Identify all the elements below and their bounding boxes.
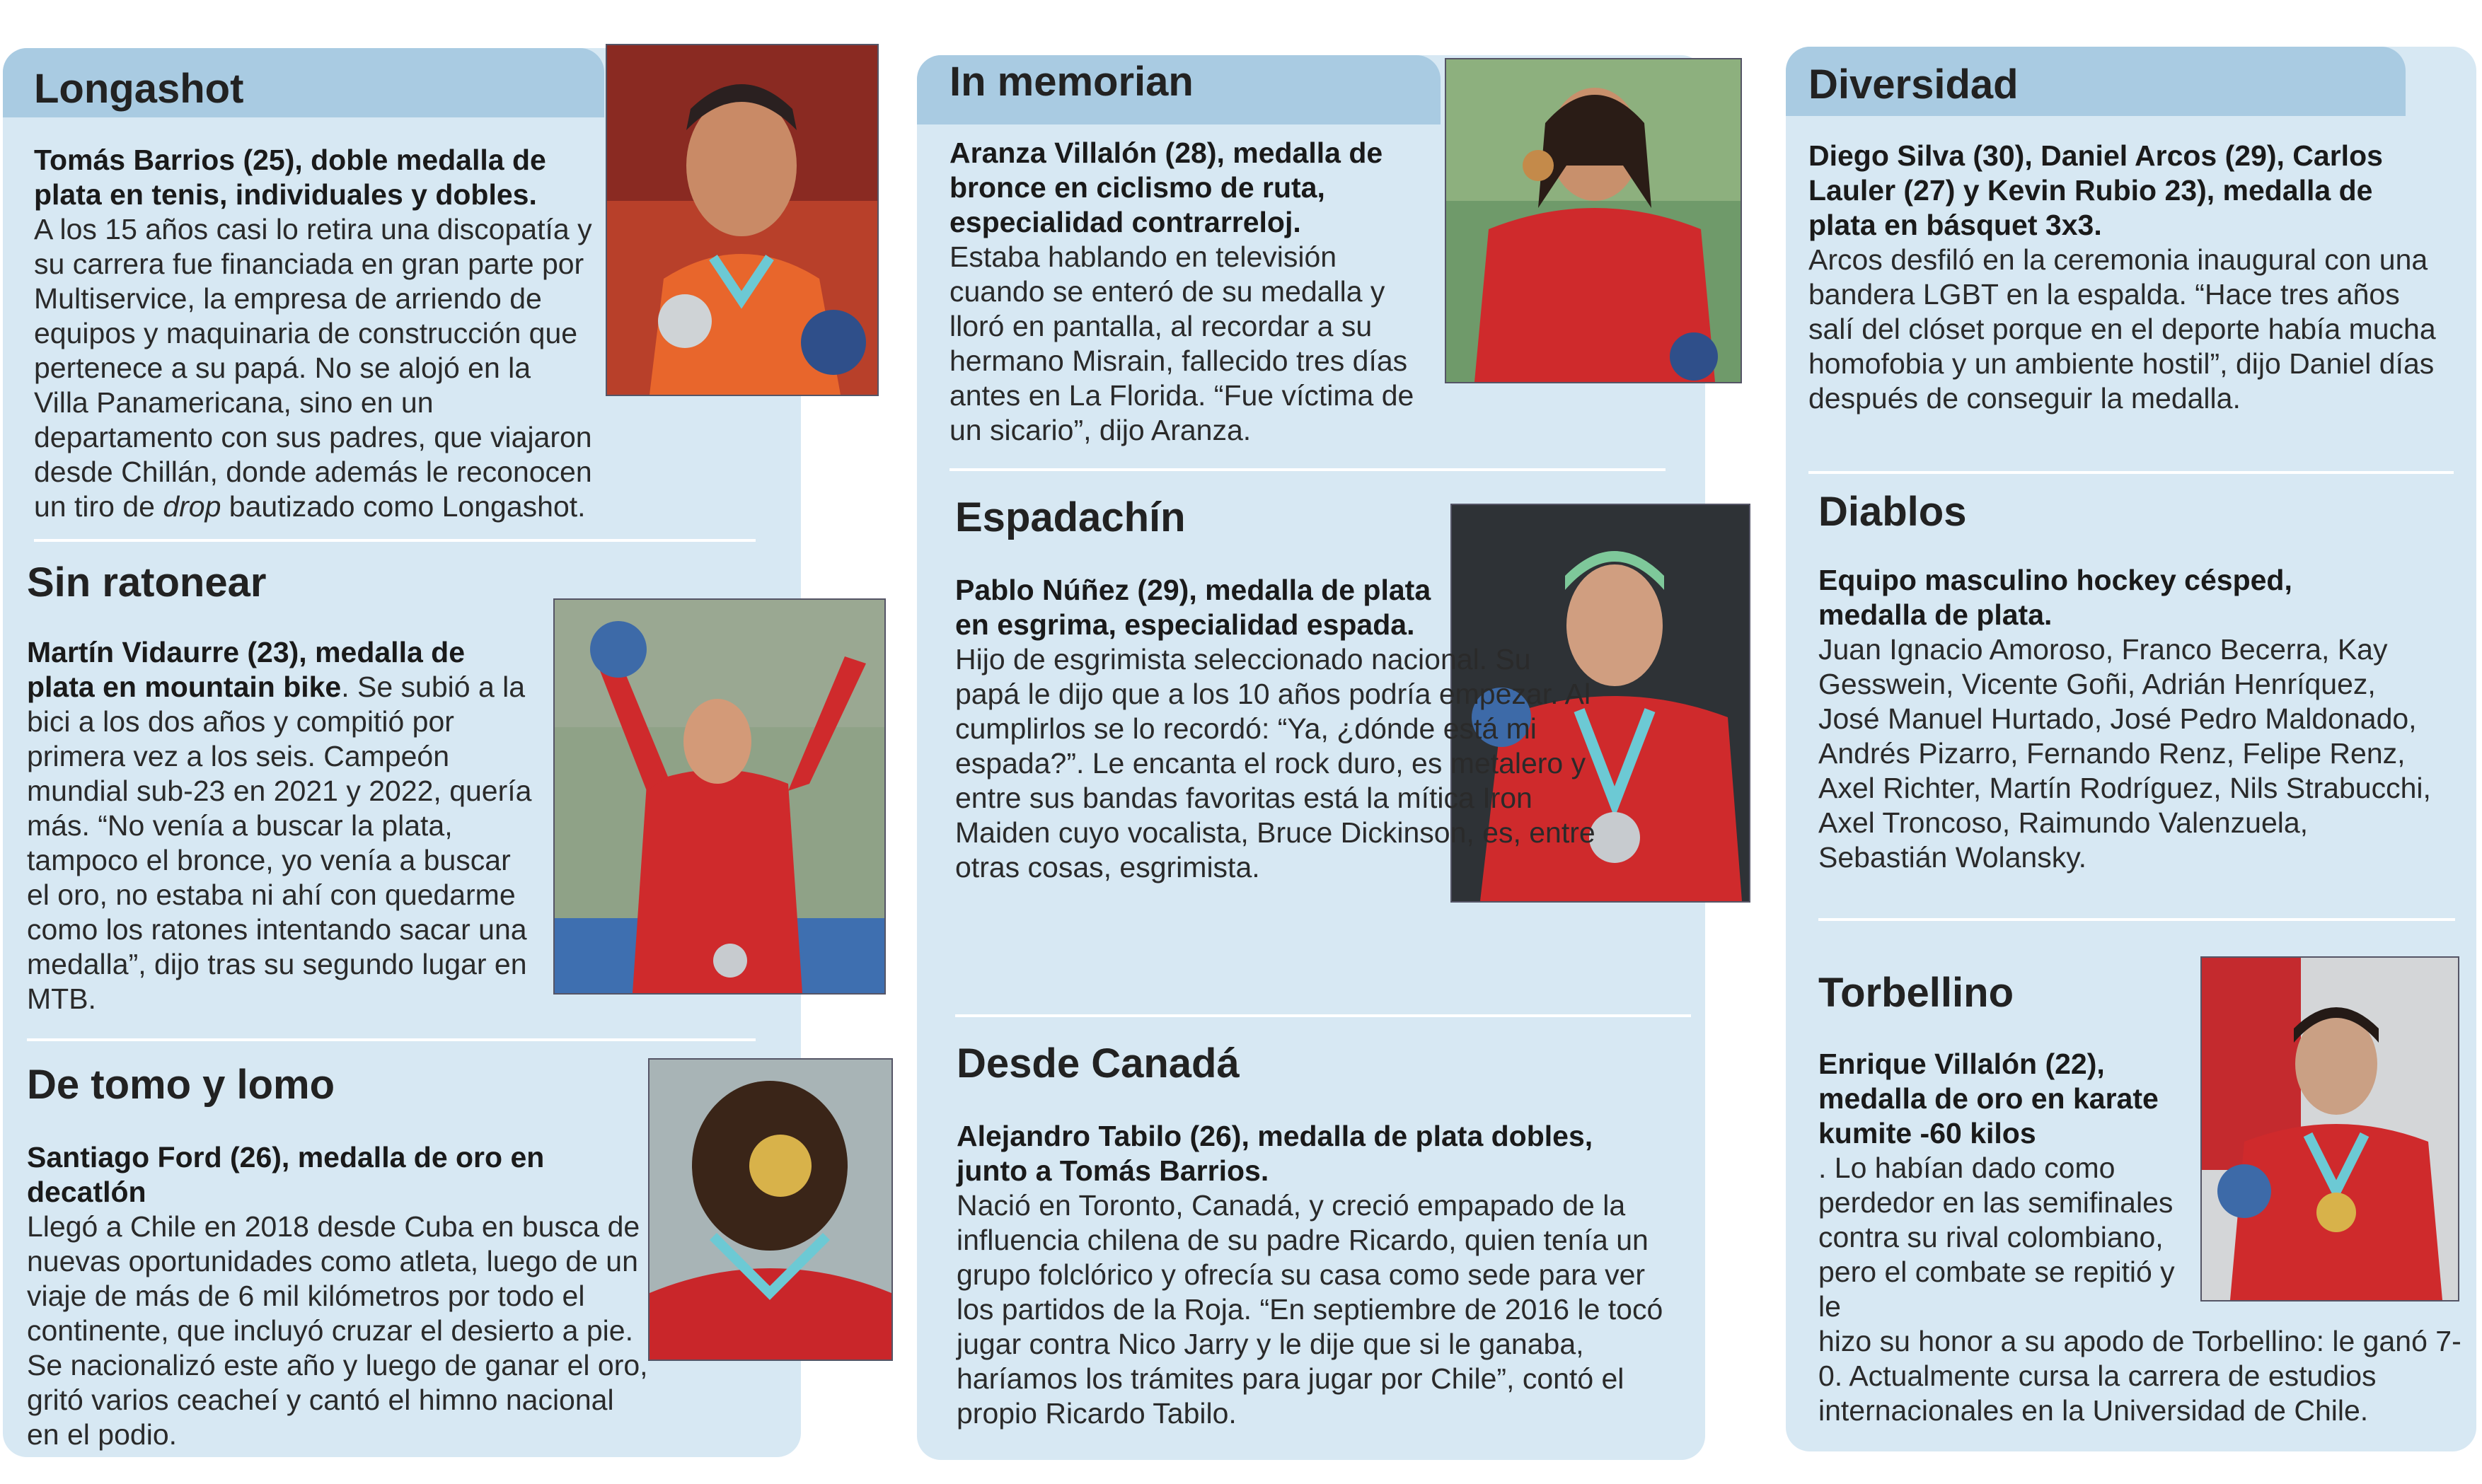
espadachin-body: Hijo de esgrimista seleccionado nacional. Su papá le dijo que a los 10 años podría empezar. Al cumplirlos se lo recordó: “Ya, ¿dónde está mi espada?”. Le encanta el rock duro, es metalero y entre sus bandas favoritas está la mítica Iron Maiden cuyo vocalista, Bruce Dickinson, es, entre otras cosas, esgrimista. [955,643,1595,883]
diablos-body: Juan Ignacio Amoroso, Franco Becerra, Kay Gesswein, Vicente Goñi, Adrián Henríquez, José Manuel Hurtado, José Pedro Maldonado, Andrés Pizarro, Fernando Renz, Felipe Renz, Axel Richter, Martín Rodríguez, Nils Strabucchi, Axel Troncoso, Raimundo Valenzuela, Sebastián Wolansky. [1818,633,2431,874]
in-memorian-text [949,136,1435,448]
torbellino-text [1818,1047,2462,1428]
longashot-body: A los 15 años casi lo retira una discopatía y su carrera fue financiada en gran parte por Multiservice, la empresa de arriendo de equipos y maquinaria de construcción que pertenece a su papá. No se alojó en la Villa Panamericana, sino en un departamento con sus padres, que viajaron desde Chillán, donde además le reconocen un tiro de [34,213,592,523]
torbellino-lead: Enrique Villalón (22), medalla de oro en karate kumite -60 kilos [1818,1048,2159,1149]
middle-divider-2 [955,1014,1691,1017]
left-divider-1 [34,539,756,542]
diversidad-body: Arcos desfiló en la ceremonia inaugural con una bandera LGBT en la espalda. “Hace tres años salí del clóset porque en el deporte había mucha homofobia y un ambiente hostil”, dijo Daniel días después de conseguir la medalla. [1808,243,2436,415]
espadachin-body-part [955,642,1599,885]
right-divider-2 [1818,918,2455,921]
martin-vidaurre-photo [553,598,886,995]
de-tomo-y-lomo-body: Llegó a Chile en 2018 desde Cuba en busca de nuevas oportunidades como atleta, luego de un viaje de más de 6 mil kilómetros por todo el continente, que incluyó cruzar el desierto a pie. Se nacionalizó este año y luego de ganar el oro, gritó varios ceacheí y cantó el himno nacional en el podio. [27,1210,648,1451]
longashot-title: Longashot [34,66,244,112]
torbellino-body-top: . Lo habían dado como perdedor en las semifinales contra su rival colombiano, pero el combate se repitió y le [1818,1152,2175,1323]
longashot-body-end: bautizado como Longashot. [221,490,586,523]
left-divider-2 [27,1038,756,1041]
diversidad-text [1808,139,2445,416]
longashot-lead: Tomás Barrios (25), doble medalla de plata en tenis, individuales y dobles. [34,144,546,211]
in-memorian-body: Estaba hablando en televisión cuando se enteró de su medalla y lloró en pantalla, al recordar a su hermano Misrain, fallecido tres días antes en La Florida. “Fue víctima de un sicario”, dijo Aranza. [949,240,1414,446]
longashot-text [34,143,593,524]
sin-ratonear-body: . Se subió a la bici a los dos años y compitió por primera vez a los seis. Campeón mundial sub-23 en 2021 y 2022, quería más. “No venía a buscar la plata, tampoco el bronce, yo venía a buscar el oro, no estaba ni ahí con quedarme como los ratones intentando sacar una medalla”, dijo tras su segundo lugar en MTB. [27,671,532,1015]
desde-canada-body: Nació en Toronto, Canadá, y creció empapado de la influencia chilena de su padre Ricardo, quien tenía un grupo folclórico y ofrecía su casa como sede para ver los partidos de la Roja. “En septiembre de 2016 le tocó jugar contra Nico Jarry y le dije que si le ganaba, haríamos los trámites para jugar por Chile”, contó el propio Ricardo Tabilo. [957,1189,1663,1430]
desde-canada-lead: Alejandro Tabilo (26), medalla de plata dobles, junto a Tomás Barrios. [957,1120,1593,1187]
desde-canada-title: Desde Canadá [957,1040,1240,1086]
sin-ratonear-title: Sin ratonear [27,560,267,605]
sin-ratonear-lead: Martín Vidaurre (23), medalla de plata en mountain bike [27,636,466,703]
middle-divider-1 [949,468,1666,471]
diversidad-lead: Diego Silva (30), Daniel Arcos (29), Carlos Lauler (27) y Kevin Rubio 23), medalla de plata en básquet 3x3. [1808,139,2383,241]
in-memorian-title: In memorian [949,59,1194,105]
diablos-lead: Equipo masculino hockey césped, medalla de plata. [1818,564,2292,631]
longashot-body-drop: drop [163,490,221,523]
aranza-villalon-photo [1445,58,1742,383]
in-memorian-lead: Aranza Villalón (28), medalla de bronce en ciclismo de ruta, especialidad contrarreloj. [949,137,1383,238]
de-tomo-y-lomo-lead: Santiago Ford (26), medalla de oro en decatlón [27,1141,545,1208]
torbellino-title: Torbellino [1818,970,2014,1016]
torbellino-body-bottom: hizo su honor a su apodo de Torbellino: le ganó 7-0. Actualmente cursa la carrera de estudios internacionales en la Universidad de Chile. [1818,1325,2461,1427]
espadachin-text [955,573,1595,885]
tomas-barrios-photo [606,44,879,396]
espadachin-lead: Pablo Núñez (29), medalla de plata en esgrima, especialidad espada. [955,574,1431,641]
right-divider-1 [1808,471,2454,474]
diversidad-title: Diversidad [1808,62,2019,108]
diablos-title: Diablos [1818,489,1967,535]
diablos-text [1818,563,2441,875]
de-tomo-y-lomo-title: De tomo y lomo [27,1062,335,1108]
espadachin-title: Espadachín [955,494,1186,540]
de-tomo-y-lomo-text [27,1140,826,1452]
sin-ratonear-text [27,635,536,1016]
desde-canada-text [957,1119,1685,1431]
